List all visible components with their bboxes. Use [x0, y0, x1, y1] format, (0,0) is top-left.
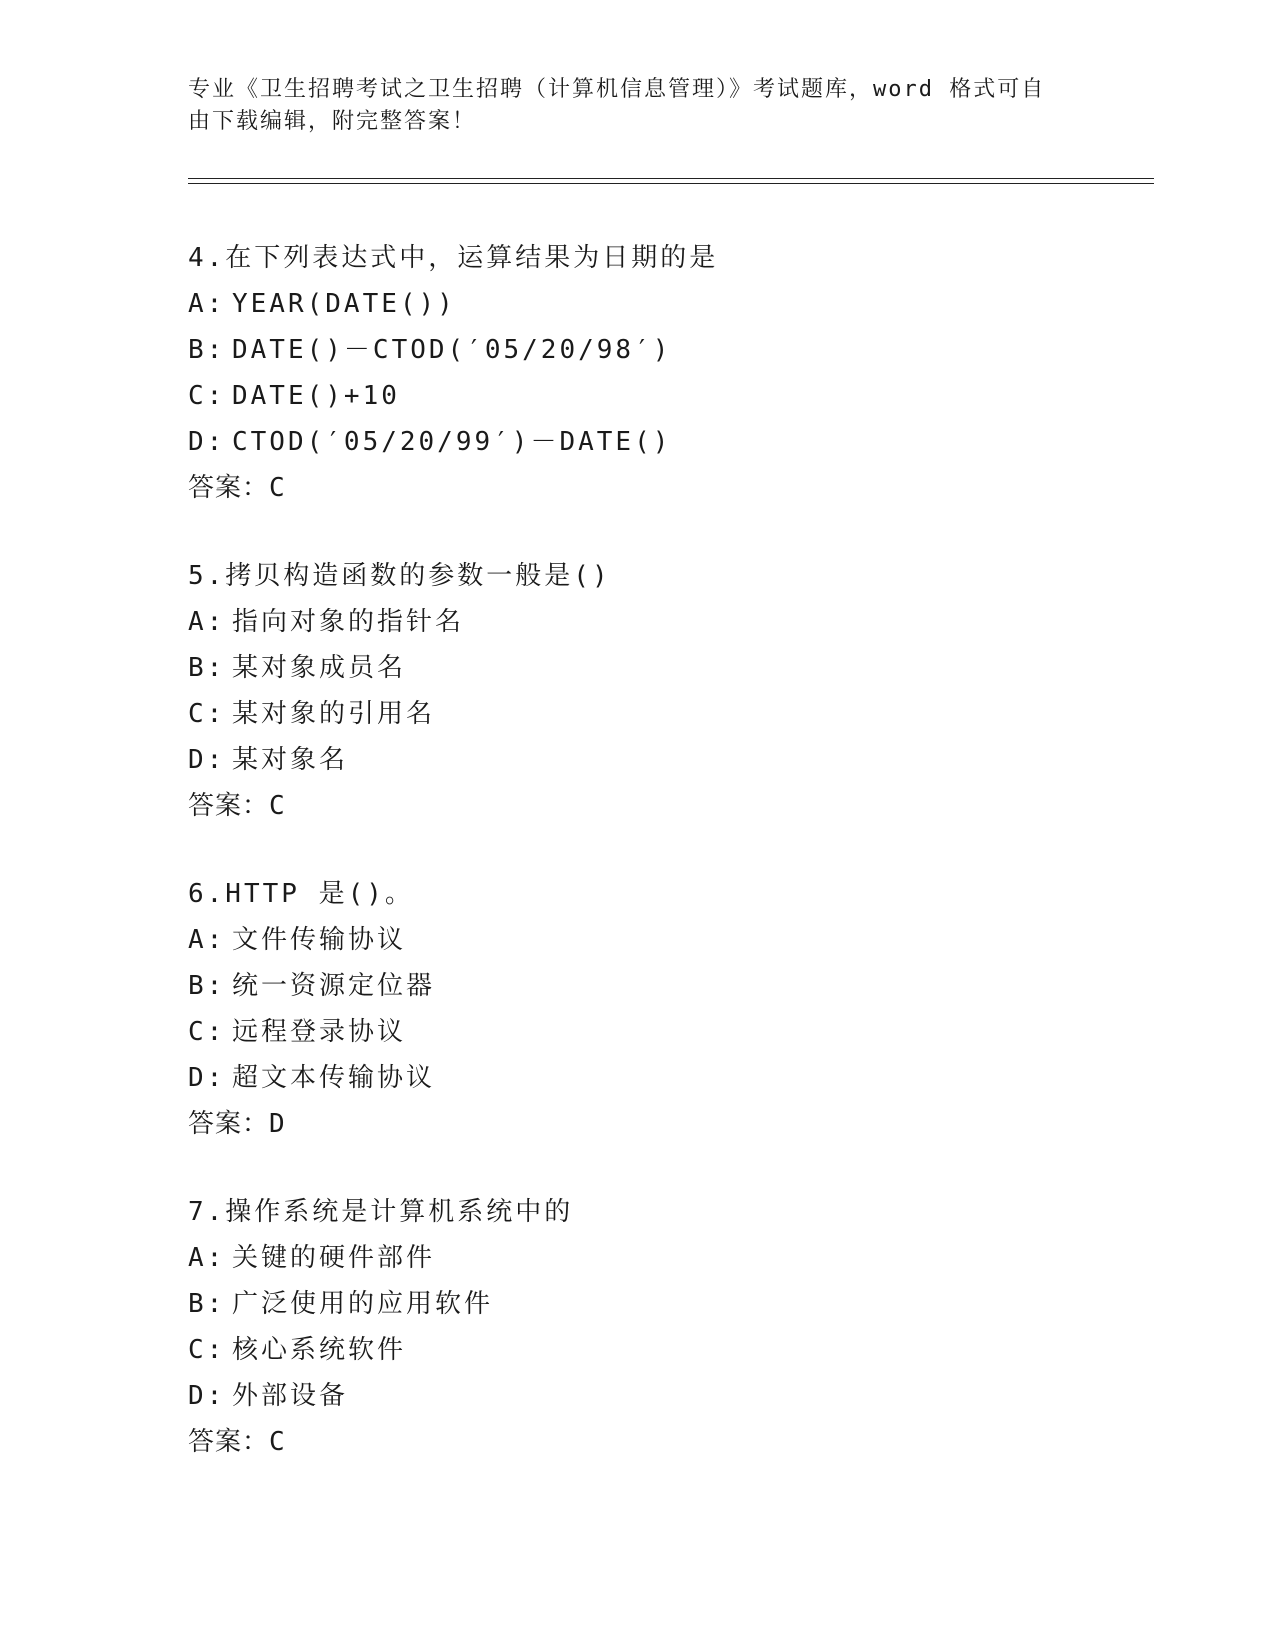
option-text: 文件传输协议 [232, 925, 407, 955]
question-stem: 7.操作系统是计算机系统中的 [188, 1197, 574, 1227]
option-text: 统一资源定位器 [232, 971, 436, 1001]
question-stem: 4.在下列表达式中，运算结果为日期的是 [188, 243, 719, 273]
option-b [188, 963, 1148, 1009]
option-d [188, 419, 1148, 465]
option-key: A: [188, 1243, 226, 1273]
option-text: YEAR(DATE()) [232, 289, 456, 319]
header-line-2: 由下载编辑，附完整答案！ [188, 109, 477, 134]
option-key: C: [188, 1017, 226, 1047]
answer-label: 答案： [188, 791, 270, 821]
option-a [188, 599, 1148, 645]
answer-value: C [269, 1427, 286, 1457]
answer-label: 答案： [188, 473, 270, 503]
option-text: 某对象的引用名 [232, 699, 436, 729]
option-d [188, 1373, 1148, 1419]
option-d [188, 737, 1148, 783]
option-a [188, 917, 1148, 963]
option-text: 核心系统软件 [232, 1335, 407, 1365]
answer-line [188, 1101, 1148, 1147]
question-stem: 6.HTTP 是()。 [188, 879, 414, 909]
option-a [188, 281, 1148, 327]
question-list [188, 235, 1148, 1507]
answer-label: 答案： [188, 1109, 270, 1139]
option-d [188, 1055, 1148, 1101]
header-divider-bottom [188, 183, 1154, 184]
option-key: D: [188, 745, 226, 775]
question-5 [188, 553, 1148, 829]
option-text: 关键的硬件部件 [232, 1243, 436, 1273]
option-key: D: [188, 427, 226, 457]
option-c [188, 373, 1148, 419]
option-text: 指向对象的指针名 [232, 607, 465, 637]
option-key: B: [188, 653, 226, 683]
option-text: 外部设备 [232, 1381, 349, 1411]
option-c [188, 1009, 1148, 1055]
option-c [188, 691, 1148, 737]
option-key: D: [188, 1063, 226, 1093]
option-text: 广泛使用的应用软件 [232, 1289, 494, 1319]
option-b [188, 645, 1148, 691]
option-b [188, 1281, 1148, 1327]
answer-value: D [269, 1109, 286, 1139]
option-key: C: [188, 1335, 226, 1365]
option-c [188, 1327, 1148, 1373]
option-key: D: [188, 1381, 226, 1411]
option-a [188, 1235, 1148, 1281]
document-header [188, 74, 1088, 138]
header-line-1: 专业《卫生招聘考试之卫生招聘（计算机信息管理）》考试题库，word 格式可自 [188, 77, 1046, 102]
option-text: DATE()+10 [232, 381, 400, 411]
answer-line [188, 783, 1148, 829]
answer-value: C [269, 473, 286, 503]
option-text: 远程登录协议 [232, 1017, 407, 1047]
question-7 [188, 1189, 1148, 1465]
option-key: B: [188, 335, 226, 365]
question-4 [188, 235, 1148, 511]
option-text: 某对象名 [232, 745, 349, 775]
option-key: A: [188, 925, 226, 955]
option-key: B: [188, 1289, 226, 1319]
option-key: A: [188, 289, 226, 319]
option-key: B: [188, 971, 226, 1001]
option-text: CTOD(′05/20/99′)－DATE() [232, 427, 672, 457]
option-key: C: [188, 381, 226, 411]
question-stem: 5.拷贝构造函数的参数一般是() [188, 561, 611, 591]
answer-value: C [269, 791, 286, 821]
answer-label: 答案： [188, 1427, 270, 1457]
option-b [188, 327, 1148, 373]
header-divider-top [188, 178, 1154, 179]
option-text: 某对象成员名 [232, 653, 407, 683]
option-text: DATE()－CTOD(′05/20/98′) [232, 335, 672, 365]
answer-line [188, 465, 1148, 511]
option-text: 超文本传输协议 [232, 1063, 436, 1093]
option-key: C: [188, 699, 226, 729]
option-key: A: [188, 607, 226, 637]
question-6 [188, 871, 1148, 1147]
answer-line [188, 1419, 1148, 1465]
